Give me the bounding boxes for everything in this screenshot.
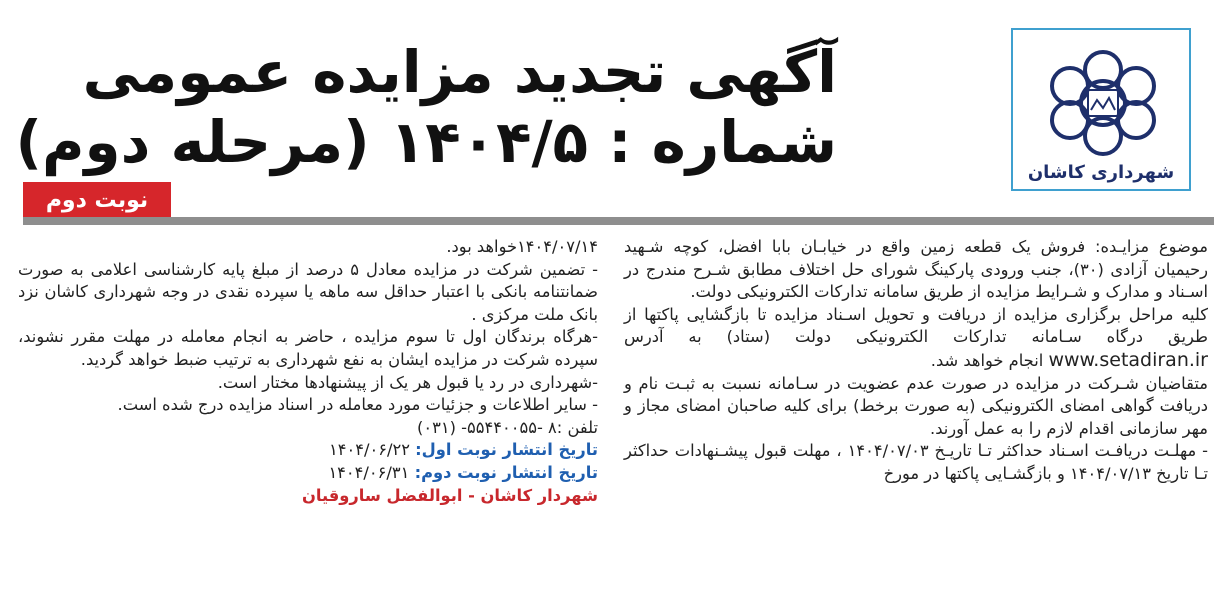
- page-title: آگهی تجدید مزایده عمومی: [82, 38, 837, 106]
- rights-paragraph: -شهرداری در رد یا قبول هر یک از پیشنهادها مختار است.: [217, 372, 598, 392]
- logo-text: شهرداری کاشان: [1027, 162, 1175, 183]
- tender-number: شماره : ۱۴۰۴/۵ (مرحله دوم): [15, 108, 837, 176]
- forfeit-paragraph: -هرگاه برندگان اول تا سوم مزایده ، حاضر به انجام معامله در مهلت مقرر نشوند، سپرده شرکت در مزایده ایشان به نفع شهرداری به ترتیب ضبط خواهد گردید.: [18, 327, 598, 369]
- opening-date: ۱۴۰۴/۰۷/۱۴خواهد بود.: [446, 237, 598, 256]
- info-paragraph: - سایر اطلاعات و جزئیات مورد معامله در اسناد مزایده درج شده است.: [117, 395, 598, 415]
- round-badge: نوبت دوم: [23, 182, 171, 220]
- phone-line: تلفن :۸ -۵۵۴۴۰۰۵۵- (۰۳۱): [416, 417, 598, 437]
- publish-second-date: ۱۴۰۴/۰۶/۳۱: [328, 462, 410, 482]
- divider-rule: [23, 217, 1214, 225]
- kashan-municipality-emblem: [1041, 44, 1165, 162]
- registration-paragraph: متقاضیان شـرکت در مزایده در صورت عدم عضویت در سـامانه نسبت به ثبـت نام و دریافت گواهی امضای الکترونیکی (به صورت برخط) برای کلیه صاحبان امضای مجاز و مهر سازمانی اقدام لازم را به عمل آورند.: [624, 373, 1208, 438]
- subject-paragraph: موضوع مزایـده: فروش یک قطعه زمین واقع در خیابـان بابا افضل، کوچه شـهید رحیمیان آزادی (۳۰)، جنب ورودی پارکینگ شورای حل اختلاف مطابق شـرح مندرج در اسـناد و مدارک و شـرایط مزایده از طریق سامانه تدارکات الکترونیکی دولت.: [624, 237, 1208, 302]
- deadline-paragraph: - مهلـت دریافـت اسـناد حداکثر تـا تاریـخ ۱۴۰۴/۰۷/۰۳ ، مهلت قبول پیشـنهادات حداکثر تـا تاریخ ۱۴۰۴/۰۷/۱۳ و بازگشـایی پاکتها در مورخ: [624, 441, 1209, 483]
- logo-frame: [1011, 28, 1191, 191]
- notice-column-left: [18, 236, 598, 507]
- procedure-text: کلیه مراحل برگزاری مزایده از دریافت و تحویل اسـناد مزایده تا بازگشایی پاکتها از طریق درگاه سـامانه تدارکات الکترونیکی دولت (ستاد) به آدرس: [624, 304, 1208, 347]
- procedure-paragraph: [624, 304, 1208, 373]
- guarantee-paragraph: - تضمین شرکت در مزایده معادل ۵ درصد از مبلغ پایه کارشناسی اعلامی به صورت ضمانتنامه بانکی با اعتبار حداقل سه ماهه یا سپرده نقدی در وجه شهرداری کاشان نزد بانک ملت مرکزی .: [18, 259, 598, 324]
- setadiran-link[interactable]: www.setadiran.ir: [1048, 348, 1208, 371]
- notice-column-right: [624, 236, 1208, 486]
- procedure-text-end: انجام خواهد شد.: [930, 350, 1044, 370]
- publish-second-label: تاریخ انتشار نوبت دوم:: [414, 462, 598, 482]
- publish-first-date: ۱۴۰۴/۰۶/۲۲: [329, 440, 410, 460]
- publish-first-label: تاریخ انتشار نوبت اول:: [415, 440, 598, 460]
- mayor-signature: شهردار کاشان - ابوالفضل ساروقیان: [301, 485, 598, 505]
- publish-date-second: [18, 462, 598, 485]
- publish-date-first: [18, 439, 598, 462]
